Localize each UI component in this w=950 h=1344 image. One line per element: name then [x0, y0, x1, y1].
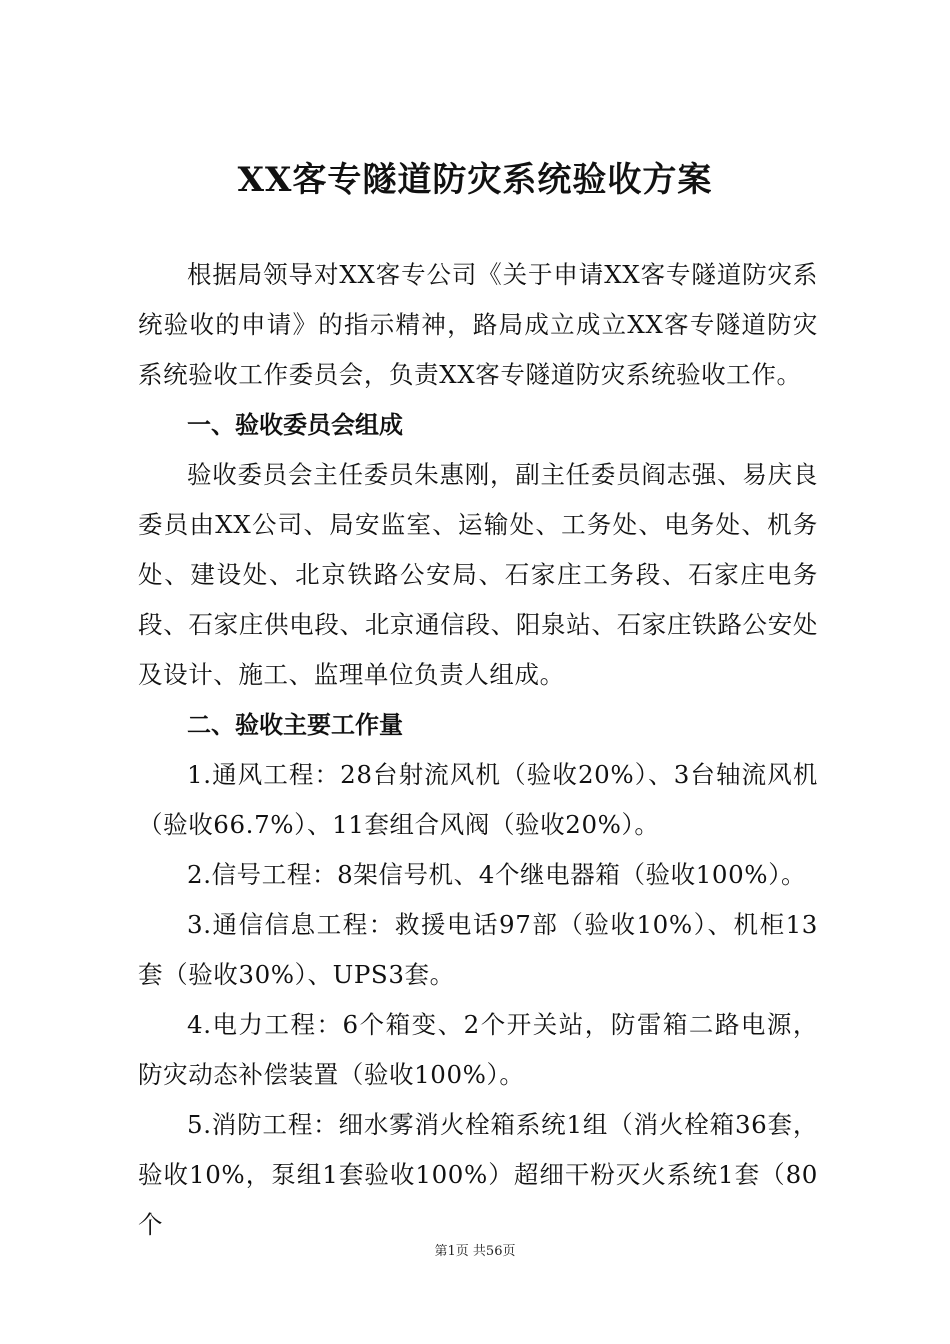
section-2-heading: 二、验收主要工作量	[187, 711, 403, 739]
intro-paragraph: 根据局领导对XX客专公司《关于申请XX客专隧道防灾系统验收的申请》的指示精神，路局成立成立XX客专隧道防灾系统验收工作委员会，负责XX客专隧道防灾系统验收工作。	[138, 260, 818, 389]
document-body	[138, 250, 818, 1250]
work-item-signal: 2.信号工程：8架信号机、4个继电器箱（验收100%）。	[187, 860, 807, 889]
page-number-footer: 第1页 共56页	[434, 1244, 516, 1259]
work-item-ventilation: 1.通风工程：28台射流风机（验收20%）、3台轴流风机（验收66.7%）、11套组合风阀（验收20%）。	[138, 760, 818, 839]
section-1-paragraph: 验收委员会主任委员朱惠刚，副主任委员阎志强、易庆良委员由XX公司、局安监室、运输处、工务处、电务处、机务处、建设处、北京铁路公安局、石家庄工务段、石家庄电务段、石家庄供电段、北京通信段、阳泉站、石家庄铁路公安处及设计、施工、监理单位负责人组成。	[138, 460, 818, 689]
document-title: XX客专隧道防灾系统验收方案	[237, 160, 713, 200]
section-1-heading: 一、验收委员会组成	[187, 411, 403, 439]
work-item-fire-protection: 5.消防工程：细水雾消火栓箱系统1组（消火栓箱36套，验收10%，泵组1套验收100%）超细干粉灭火系统1套（80个	[138, 1110, 818, 1239]
work-item-power: 4.电力工程：6个箱变、2个开关站，防雷箱二路电源，防灾动态补偿装置（验收100%）。	[138, 1010, 818, 1089]
work-item-communication: 3.通信信息工程：救援电话97部（验收10%）、机柜13套（验收30%）、UPS3套。	[138, 910, 818, 989]
